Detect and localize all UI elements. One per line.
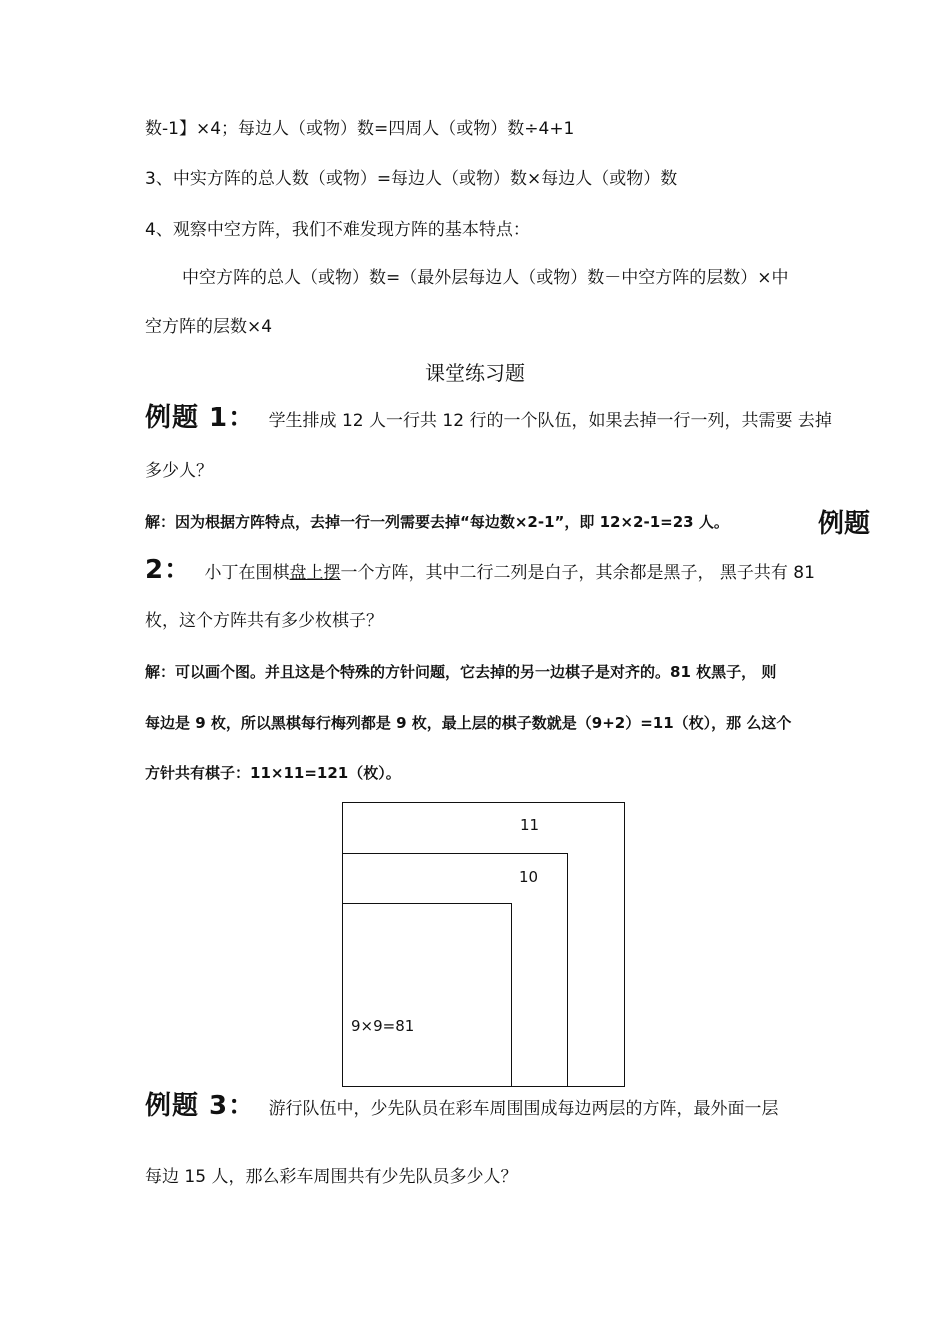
inner-square <box>342 903 512 1087</box>
example-2-label-part1: 例题 <box>818 509 871 539</box>
example-2-solution-a: 解：可以画个图。并且这是个特殊的方针问题，它去掉的另一边棋子是对齐的。81 枚黑子， 则 <box>145 663 777 681</box>
outer-layer-label: 11 <box>520 816 540 834</box>
rule-line-4: 中空方阵的总人（或物）数=（最外层每边人（或物）数－中空方阵的层数）×中 <box>182 268 789 288</box>
rule-line-1: 数-1】×4；每边人（或物）数=四周人（或物）数÷4+1 <box>145 119 575 139</box>
example-1-solution: 解：因为根据方阵特点，去掉一行一列需要去掉“每边数×2-1”，即 12×2-1=23 人。 <box>145 513 729 531</box>
example-1-label: 例题 1： <box>145 403 256 433</box>
example-2-solution-b: 每边是 9 枚，所以黑棋每行梅列都是 9 枚，最上层的棋子数就是（9+2）=11（枚），那 么这个 <box>145 714 792 732</box>
example-3-text-b: 每边 15 人，那么彩车周围共有少先队员多少人？ <box>145 1167 518 1187</box>
example-3-text-a: 游行队伍中，少先队员在彩车周围围成每边两层的方阵，最外面一层 <box>268 1099 779 1119</box>
example-3-label: 例题 3： <box>145 1091 256 1121</box>
example-1-text-b: 多少人？ <box>145 461 213 481</box>
example-2-text-post: 一个方阵，其中二行二列是白子，其余都是黑子， 黑子共有 81 <box>340 563 815 583</box>
rule-line-3: 4、观察中空方阵，我们不难发现方阵的基本特点： <box>145 220 530 240</box>
example-2-text-pre: 小丁在围棋 <box>204 563 290 583</box>
example-2-question <box>145 555 815 585</box>
example-2-solution-c: 方针共有棋子：11×11=121（枚）。 <box>145 764 401 782</box>
rule-line-5: 空方阵的层数×4 <box>145 317 273 337</box>
example-2-label-part2: 2： <box>145 555 192 585</box>
square-array-diagram <box>342 802 625 1087</box>
example-1-text-a: 学生排成 12 人一行共 12 行的一个队伍，如果去掉一行一列，共需要 去掉 <box>268 411 832 431</box>
middle-layer-label: 10 <box>519 868 539 886</box>
rule-line-2: 3、中实方阵的总人数（或物）=每边人（或物）数×每边人（或物）数 <box>145 169 678 189</box>
inner-square-label: 9×9=81 <box>351 1017 415 1035</box>
example-2-text-underlined: 盘上摆 <box>289 563 341 583</box>
example-1-question <box>145 403 832 433</box>
example-3-question <box>145 1091 779 1121</box>
section-title: 课堂练习题 <box>425 361 525 385</box>
example-2-text-b: 枚，这个方阵共有多少枚棋子？ <box>145 611 383 631</box>
